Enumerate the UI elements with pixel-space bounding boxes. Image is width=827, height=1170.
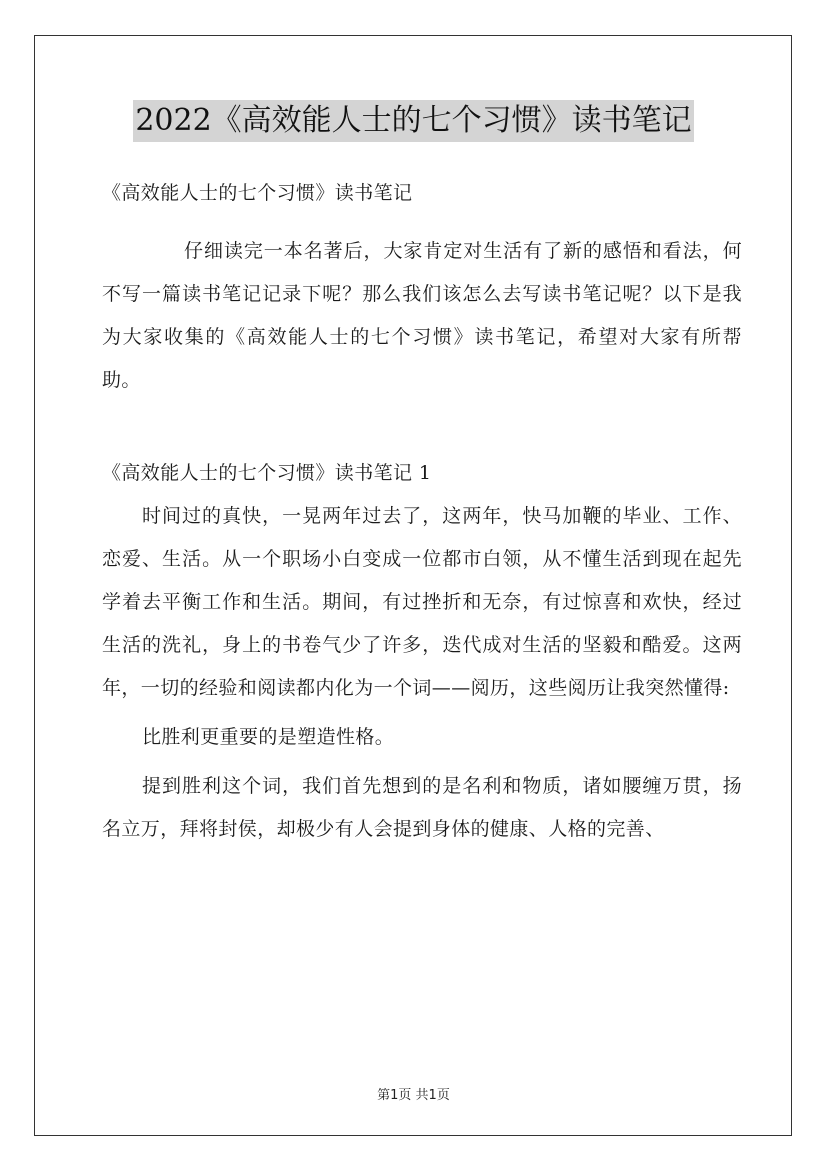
body-paragraph: 时间过的真快，一晃两年过去了，这两年，快马加鞭的毕业、工作、恋爱、生活。从一个职场小白变成一位都市白领，从不懂生活到现在起先学着去平衡工作和生活。期间，有过挫折和无奈，有过惊喜和欢快，经过生活的洗礼，身上的书卷气少了许多，迭代成对生活的坚毅和酷爱。这两年，一切的经验和阅读都内化为一个词——阅历，这些阅历让我突然懂得:: [102, 505, 742, 699]
document-title: 2022《高效能人士的七个习惯》读书笔记: [133, 100, 693, 142]
page-footer: [0, 1084, 827, 1103]
body-paragraph: 提到胜利这个词，我们首先想到的是名利和物质，诸如腰缠万贯，扬名立万，拜将封侯，却极少有人会提到身体的健康、人格的完善、: [102, 775, 742, 840]
title-container: [0, 100, 827, 142]
document-subtitle: 《高效能人士的七个习惯》读书笔记: [102, 182, 413, 204]
page-number: 第1页 共1页: [377, 1088, 450, 1103]
section-heading: 《高效能人士的七个习惯》读书笔记 1: [102, 462, 432, 484]
intro-paragraph: 仔细读完一本名著后，大家肯定对生活有了新的感悟和看法，何不写一篇读书笔记记录下呢？那么我们该怎么去写读书笔记呢？以下是我为大家收集的《高效能人士的七个习惯》读书笔记，希望对大家有所帮助。: [102, 240, 742, 391]
body-paragraph: 比胜利更重要的是塑造性格。: [142, 726, 395, 748]
document-body: [102, 172, 742, 851]
